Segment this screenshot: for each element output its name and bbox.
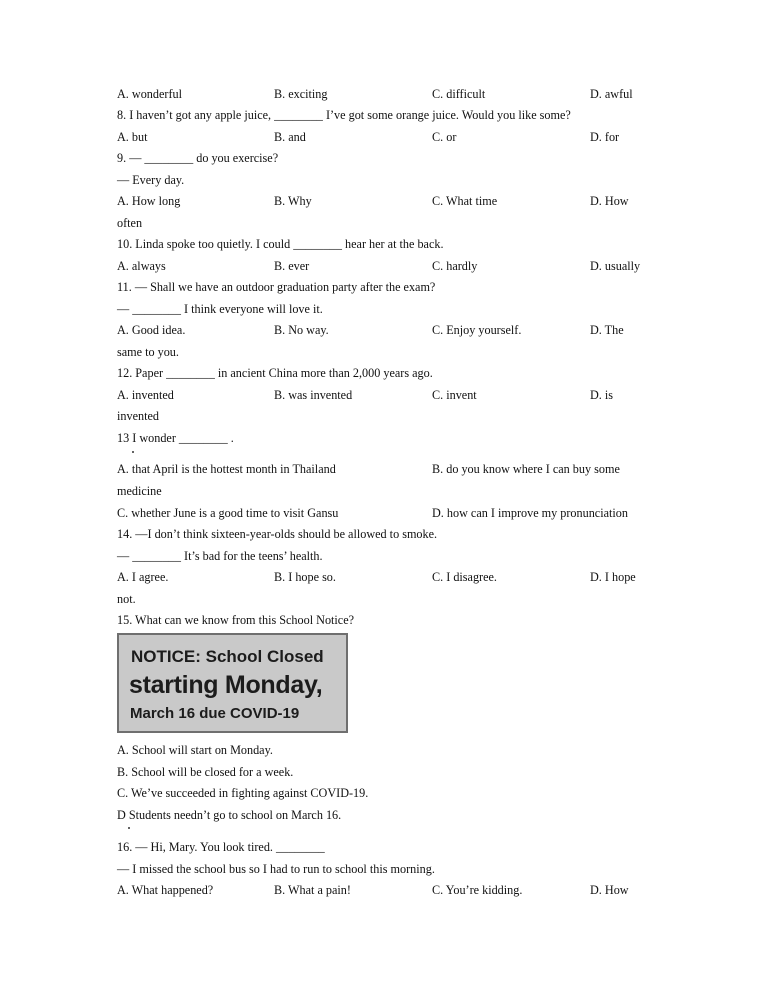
q16-option-a: A. What happened? [117,883,214,897]
q14-option-a: A. I agree. [117,570,169,584]
notice-line-2: starting Monday, [129,671,323,699]
q13-stem: 13 I wonder ________ . [117,431,234,445]
q13-option-b: B. do you know where I can buy some [432,462,620,476]
notice-line-1: NOTICE: School Closed [131,647,324,666]
q12-option-d: D. is [590,388,614,402]
q10-option-a: A. always [117,259,166,273]
q12-option-d-continued: invented [117,409,159,423]
q15-option-c: C. We’ve succeeded in fighting against COVID-19. [117,786,369,800]
q14-option-b: B. I hope so. [274,570,336,584]
q11-option-c: C. Enjoy yourself. [432,323,522,337]
q12-option-a: A. invented [117,388,174,402]
q11-option-b: B. No way. [274,323,329,337]
q15-stem: 15. What can we know from this School Notice? [117,613,355,627]
q9-option-d-continued: often [117,216,143,230]
q15-option-d: D Students needn’t go to school on March 16. [117,808,342,822]
q16-stem: 16. — Hi, Mary. You look tired. ________ [117,840,325,854]
q9-option-c: C. What time [432,194,498,208]
q12-option-c: C. invent [432,388,477,402]
q8-option-b: B. and [274,130,306,144]
q16-option-c: C. You’re kidding. [432,883,523,897]
q15-option-b: B. School will be closed for a week. [117,765,294,779]
q10-option-d: D. usually [590,259,641,273]
q8-option-a: A. but [117,130,148,144]
q12-stem: 12. Paper ________ in ancient China more than 2,000 years ago. [117,366,433,380]
q11-option-d-continued: same to you. [117,345,179,359]
q7-option-b: B. exciting [274,87,328,101]
q11-reply: — ________ I think everyone will love it. [117,302,323,316]
q14-reply: — ________ It’s bad for the teens’ health. [117,549,323,563]
q10-stem: 10. Linda spoke too quietly. I could ________ hear her at the back. [117,237,444,251]
q7-option-a: A. wonderful [117,87,182,101]
q12-option-b: B. was invented [274,388,353,402]
q13-option-b-continued: medicine [117,484,162,498]
q9-option-a: A. How long [117,194,181,208]
q14-option-c: C. I disagree. [432,570,497,584]
q10-option-b: B. ever [274,259,310,273]
q13-option-a: A. that April is the hottest month in Thailand [117,462,336,476]
q8-option-c: C. or [432,130,457,144]
q14-stem: 14. —I don’t think sixteen-year-olds should be allowed to smoke. [117,527,438,541]
stray-dot [132,451,134,453]
q11-option-a: A. Good idea. [117,323,186,337]
q7-option-d: D. awful [590,87,633,101]
q16-option-b: B. What a pain! [274,883,351,897]
q8-stem: 8. I haven’t got any apple juice, ________ I’ve got some orange juice. Would you like some? [117,108,571,122]
q11-stem: 11. — Shall we have an outdoor graduation party after the exam? [117,280,436,294]
q9-reply: — Every day. [117,173,185,187]
q14-option-d: D. I hope [590,570,636,584]
q9-option-d: D. How [590,194,629,208]
q9-stem: 9. — ________ do you exercise? [117,151,279,165]
q9-option-b: B. Why [274,194,312,208]
notice-line-3: March 16 due COVID-19 [130,705,300,722]
q11-option-d: D. The [590,323,624,337]
q8-option-d: D. for [590,130,620,144]
q16-reply: — I missed the school bus so I had to run to school this morning. [117,862,435,876]
school-notice-image [117,633,348,733]
q10-option-c: C. hardly [432,259,478,273]
stray-dot [128,827,130,829]
q13-option-d: D. how can I improve my pronunciation [432,506,628,520]
q7-option-c: C. difficult [432,87,486,101]
q14-option-d-continued: not. [117,592,136,606]
q15-option-a: A. School will start on Monday. [117,743,273,757]
q16-option-d: D. How [590,883,629,897]
q13-option-c: C. whether June is a good time to visit Gansu [117,506,339,520]
